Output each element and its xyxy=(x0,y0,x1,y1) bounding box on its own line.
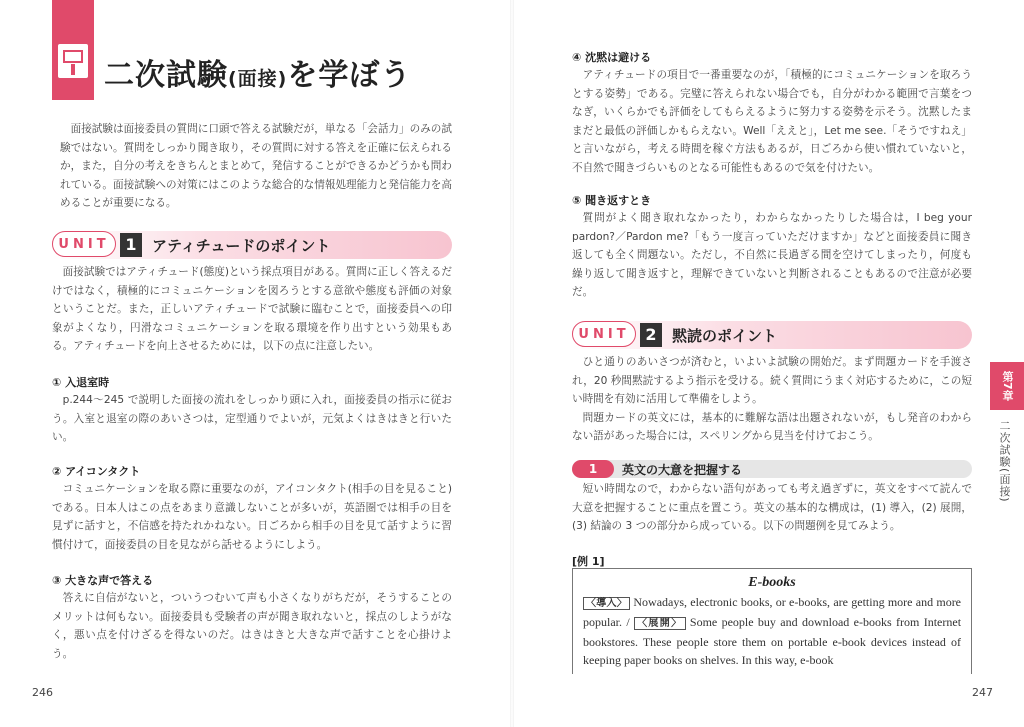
example-title: E-books xyxy=(748,575,796,590)
example-box xyxy=(572,568,972,674)
point-number: 1 xyxy=(572,460,614,478)
title-tab xyxy=(52,0,94,100)
point-body: p.244〜245 で説明した面接の流れをしっかり頭に入れ，面接委員の指示に従おう。入室と退室の際のあいさつは，定型通りでよいが，元気よくはきはきと行いたい。 xyxy=(52,394,452,443)
page-number: 247 xyxy=(972,686,993,699)
unit-1-intro: 面接試験ではアティチュード(態度)という採点項目がある。質問に正しく答えるだけではなく，積極的にコミュニケーションを図ろうとする意欲や態度も評価の対象ということだ。また，正しいアティチュードで試験に臨むことで，面接委員への印象がよくなり，円滑なコミュニケーションを取る環境を作り出すという効果もある。アティチュードを向上させるためには，以下の点に注意したい。 xyxy=(52,266,452,352)
point-body: 質問がよく聞き取れなかったり，わからなかったりした場合は，I beg your pardon?／Pardon me?「もう一度言っていただけますか」などと面接委員に聞き返しても全く問題ない。ただし，不自然に長過ぎる間を空けてしまったり，何度も繰り返して聞き返すと，理解できていないと判断されることもあるので注意が必要だ。 xyxy=(572,212,972,298)
chapter-tab[interactable]: 第7章 xyxy=(990,362,1024,410)
point-heading: ③ 大きな声で答える xyxy=(52,574,154,587)
intro-tag: 〈導入〉 xyxy=(583,597,630,610)
page-number: 246 xyxy=(32,686,53,699)
point-heading: ① 入退室時 xyxy=(52,376,110,389)
point-body: アティチュードの項目で一番重要なのが，「積極的にコミュニケーションを取ろうとする姿勢」である。完璧に答えられない場合でも，自分がわかる範囲で言葉をつなぎ，いくらかでも評価をしてもらえるように努力する姿勢を示そう。沈黙したままだと最低の評価しかもらえない。Well「ええと」，Let me see.「そうですねえ」と言いながら，考える時間を稼ぐ方法もあるが，日ごろから使い慣れていないと，不自然で聞きづらいものとなる可能性もあるので気を付けたい。 xyxy=(572,69,972,174)
point-heading: ② アイコンタクト xyxy=(52,465,141,478)
point-1-header xyxy=(572,460,972,478)
teacher-board-icon xyxy=(58,44,88,78)
point-title: 英文の大意を把握する xyxy=(622,463,743,477)
unit-number: 1 xyxy=(120,233,142,257)
point-heading: ⑤ 聞き返すとき xyxy=(572,194,652,207)
point-body: 答えに自信がないと，ついうつむいて声も小さくなりがちだが，そうすることのメリットは何もない。面接委員も受験者の声が聞き取れないと，採点のしようがなく，悪い点を付けざるを得ないのだ。はきはきと大きな声で話すことを心掛けよう。 xyxy=(52,592,452,660)
point-1-body: 短い時間なので，わからない語句があっても考え過ぎずに，英文をすべて読んで大意を把握することに重点を置こう。英文の基本的な構成は，(1) 導入，(2) 展開，(3) 結論の 3 つの部分から成っている。以下の問題例を見てみよう。 xyxy=(572,483,972,532)
development-tag: 〈展開〉 xyxy=(634,617,685,630)
unit-label: UNIT xyxy=(52,231,116,257)
unit-label: UNIT xyxy=(572,321,636,347)
unit-1-header xyxy=(52,231,452,259)
unit-title: アティチュードのポイント xyxy=(152,237,331,255)
example-text: 〈導入〉 Nowadays, electronic books, or e-books, are getting more and more popular. / 〈展開〉 Some people buy and download e-books from Internet bookstores. These people store them on portable e-book devices instead of keeping paper books on shelves. In this way, e-book xyxy=(583,595,962,667)
example-label: [例 1] xyxy=(572,555,605,568)
unit-number: 2 xyxy=(640,323,662,347)
chapter-name: 二次試験(面接) xyxy=(998,420,1011,503)
page-title: 二次試験(面接)を学ぼう xyxy=(104,58,412,93)
unit-2-intro: ひと通りのあいさつが済むと，いよいよ試験の開始だ。まず問題カードを手渡され，20 秒間黙読するよう指示を受ける。続く質問にうまく対応するために，この短い時間を有効に活用して準備をしよう。 問題カードの英文には，基本的に難解な語は出題されないが，もし発音のわからない語があった場合には，スペリングから見当を付けておこう。 xyxy=(572,356,972,442)
unit-title: 黙読のポイント xyxy=(672,327,778,345)
intro-paragraph: 面接試験は面接委員の質問に口頭で答える試験だが，単なる「会話力」のみの試験ではない。質問をしっかり聞き取り，その質問に対する答えを正確に伝えられるか，また，自分の考えをきちんとまとめて，発信することができるかどうかも問われている。面接試験への対策にはこのような総合的な情報処理能力と発信能力を高めることが重要になる。 xyxy=(60,123,452,209)
unit-2-header xyxy=(572,321,972,349)
point-heading: ④ 沈黙は避ける xyxy=(572,51,652,64)
point-body: コミュニケーションを取る際に重要なのが，アイコンタクト(相手の目を見ること)である。日本人はこの点をあまり意識しないことが多いが，英語圏では相手の目を見ずに話すと，不信感を持たれかねない。日ごろから相手の目を見て話すように習慣付けて，面接委員の目を見ながら話せるようにしよう。 xyxy=(52,483,452,551)
